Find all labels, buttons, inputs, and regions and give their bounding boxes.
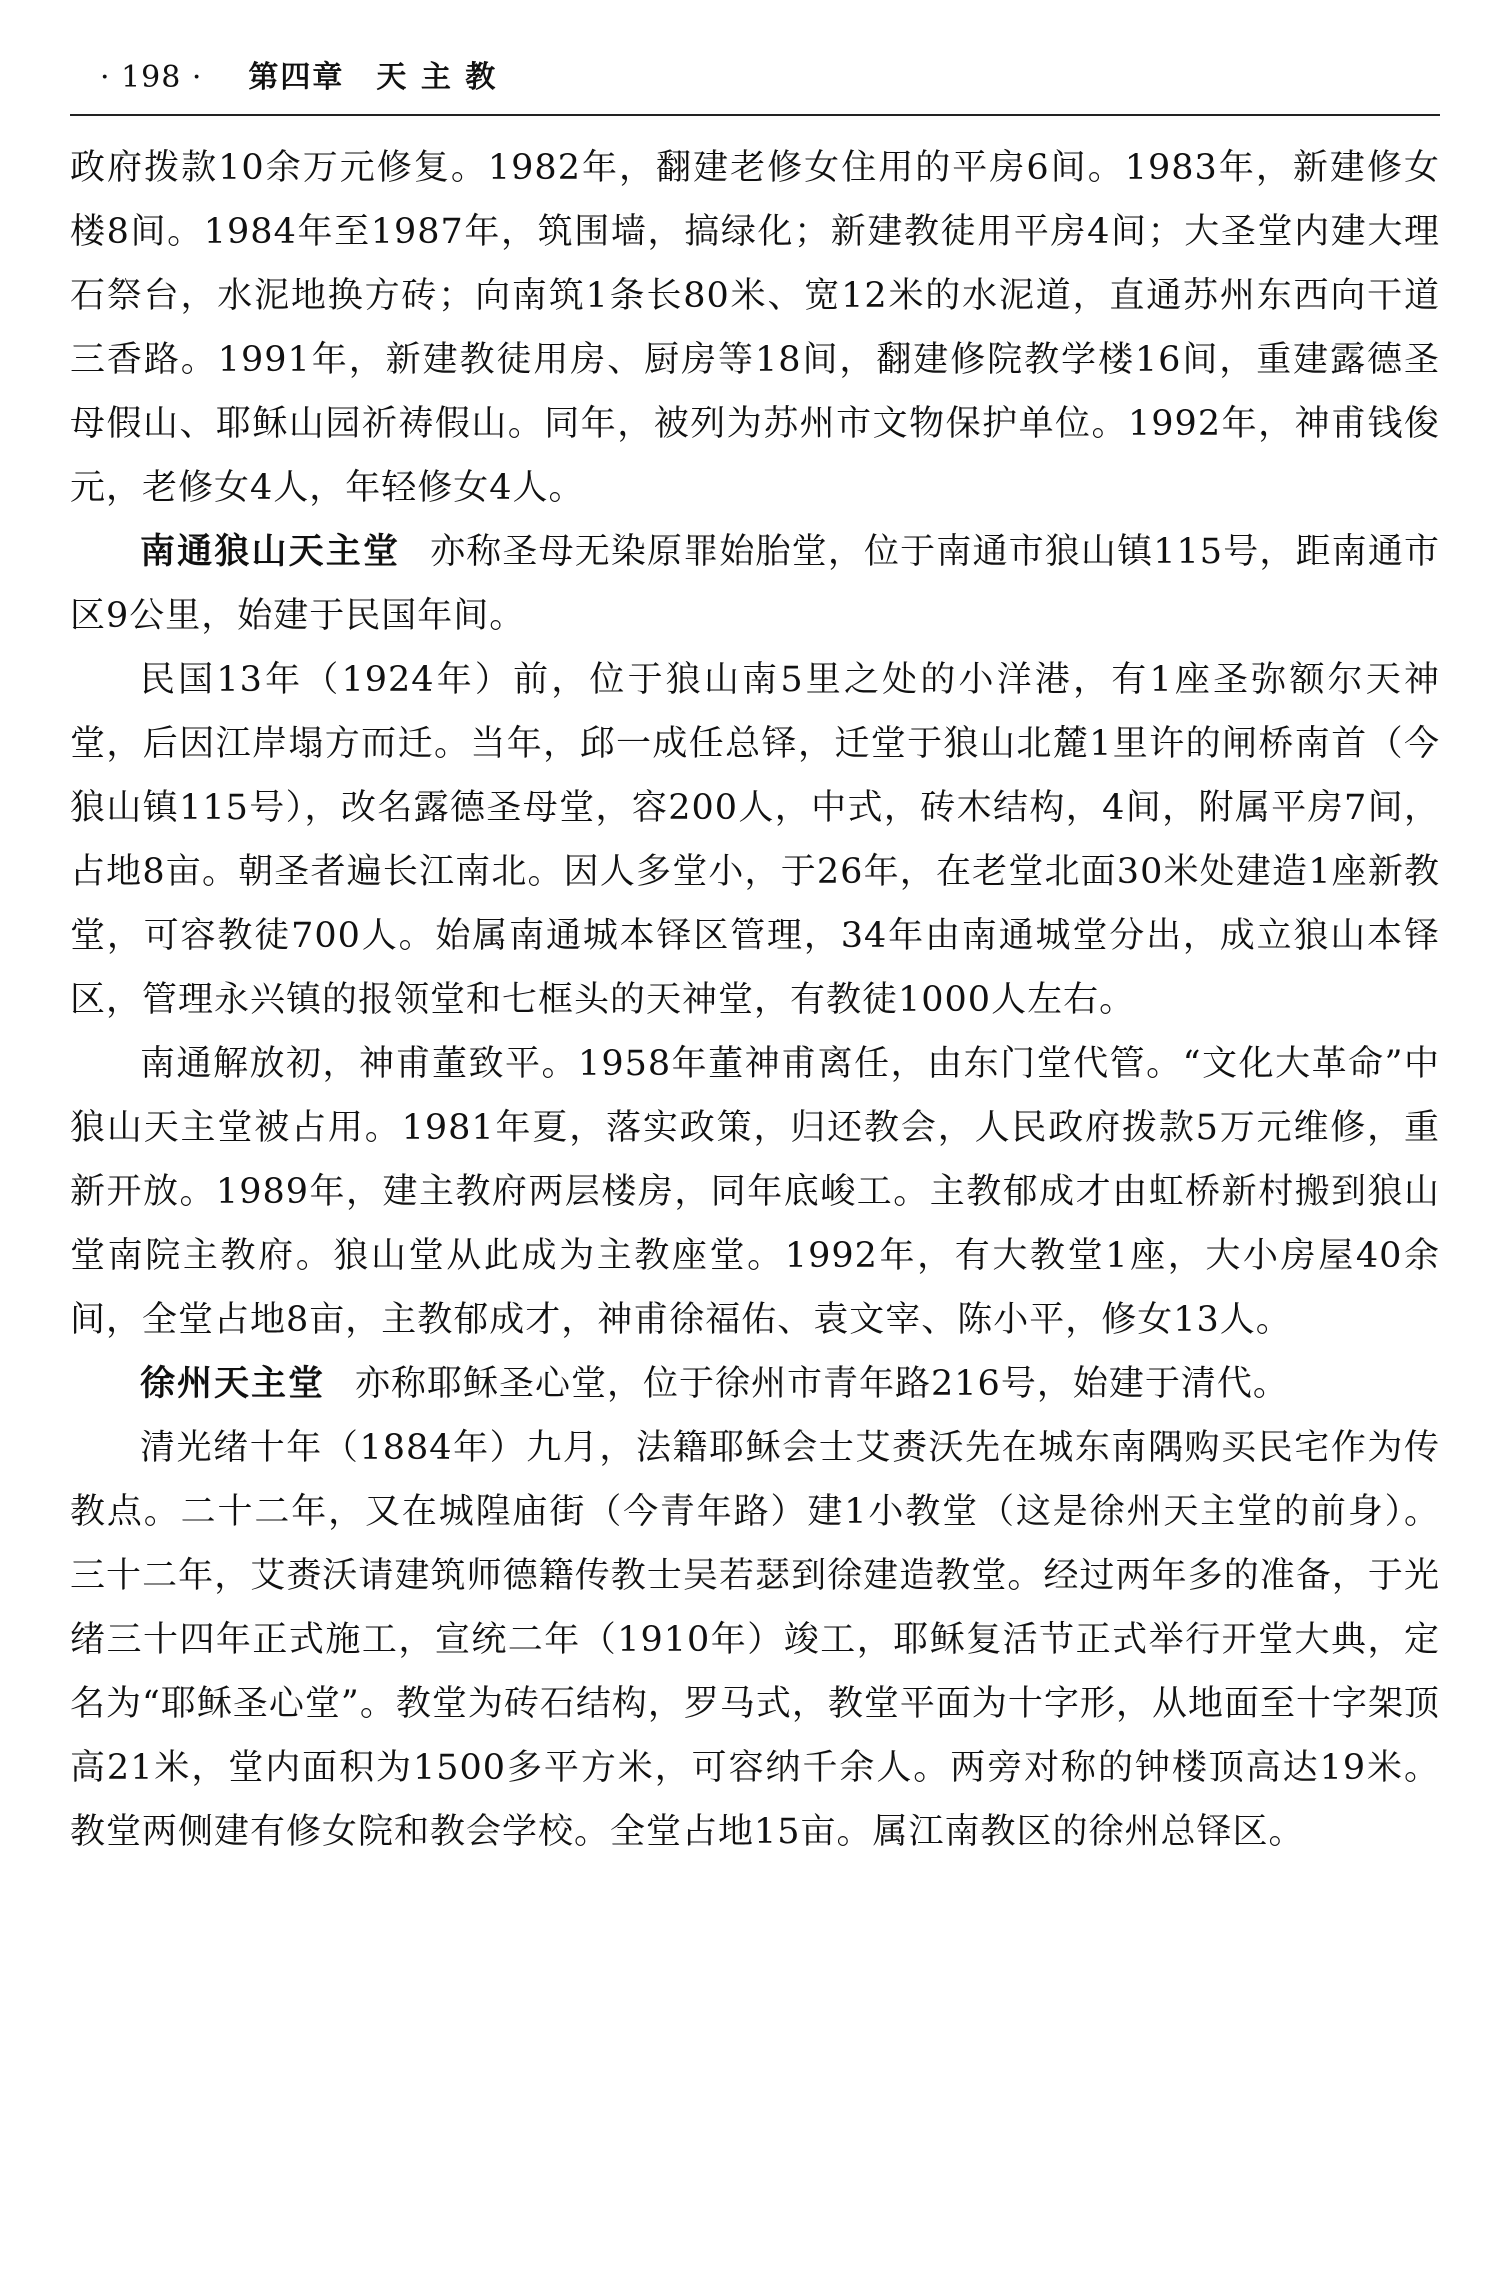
entry-title: 徐州天主堂 <box>140 1363 326 1404</box>
running-head <box>100 58 497 98</box>
entry-summary: 亦称圣母无染原罪始胎堂，位于南通市狼山镇115号，距南通市区9公里，始建于民国年间。 <box>70 532 1440 636</box>
entry-xuzhou <box>70 1352 1440 1416</box>
header-rule <box>70 114 1440 116</box>
body-text <box>70 136 1440 1864</box>
chapter-title: 第四章 天 主 教 <box>248 60 498 95</box>
entry-nantong-langshan <box>70 520 1440 648</box>
page-number: · 198 · <box>100 60 203 95</box>
paragraph-continuation: 政府拨款10余万元修复。1982年，翻建老修女住用的平房6间。1983年，新建修女楼8间。1984年至1987年，筑围墙，搞绿化；新建教徒用平房4间；大圣堂内建大理石祭台，水泥地换方砖；向南筑1条长80米、宽12米的水泥道，直通苏州东西向干道三香路。1991年，新建教徒用房、厨房等18间，翻建修院教学楼16间，重建露德圣母假山、耶稣山园祈祷假山。同年，被列为苏州市文物保护单位。1992年，神甫钱俊元，老修女4人，年轻修女4人。 <box>70 148 1440 508</box>
paragraph: 民国13年（1924年）前，位于狼山南5里之处的小洋港，有1座圣弥额尔天神堂，后因江岸塌方而迁。当年，邱一成任总铎，迁堂于狼山北麓1里许的闸桥南首（今狼山镇115号），改名露德圣母堂，容200人，中式，砖木结构，4间，附属平房7间，占地8亩。朝圣者遍长江南北。因人多堂小，于26年，在老堂北面30米处建造1座新教堂，可容教徒700人。始属南通城本铎区管理，34年由南通城堂分出，成立狼山本铎区，管理永兴镇的报领堂和七框头的天神堂，有教徒1000人左右。 <box>70 660 1440 1020</box>
book-page <box>70 0 1440 2285</box>
paragraph: 清光绪十年（1884年）九月，法籍耶稣会士艾赉沃先在城东南隅购买民宅作为传教点。二十二年，又在城隍庙街（今青年路）建1小教堂（这是徐州天主堂的前身）。三十二年，艾赉沃请建筑师德籍传教士吴若瑟到徐建造教堂。经过两年多的准备，于光绪三十四年正式施工，宣统二年（1910年）竣工，耶稣复活节正式举行开堂大典，定名为“耶稣圣心堂”。教堂为砖石结构，罗马式，教堂平面为十字形，从地面至十字架顶高21米，堂内面积为1500多平方米，可容纳千余人。两旁对称的钟楼顶高达19米。教堂两侧建有修女院和教会学校。全堂占地15亩。属江南教区的徐州总铎区。 <box>70 1428 1440 1852</box>
entry-summary: 亦称耶稣圣心堂，位于徐州市青年路216号，始建于清代。 <box>355 1364 1289 1404</box>
paragraph: 南通解放初，神甫董致平。1958年董神甫离任，由东门堂代管。“文化大革命”中狼山天主堂被占用。1981年夏，落实政策，归还教会，人民政府拨款5万元维修，重新开放。1989年，建主教府两层楼房，同年底峻工。主教郁成才由虹桥新村搬到狼山堂南院主教府。狼山堂从此成为主教座堂。1992年，有大教堂1座，大小房屋40余间，全堂占地8亩，主教郁成才，神甫徐福佑、袁文宰、陈小平，修女13人。 <box>70 1044 1440 1340</box>
entry-title: 南通狼山天主堂 <box>140 531 401 572</box>
